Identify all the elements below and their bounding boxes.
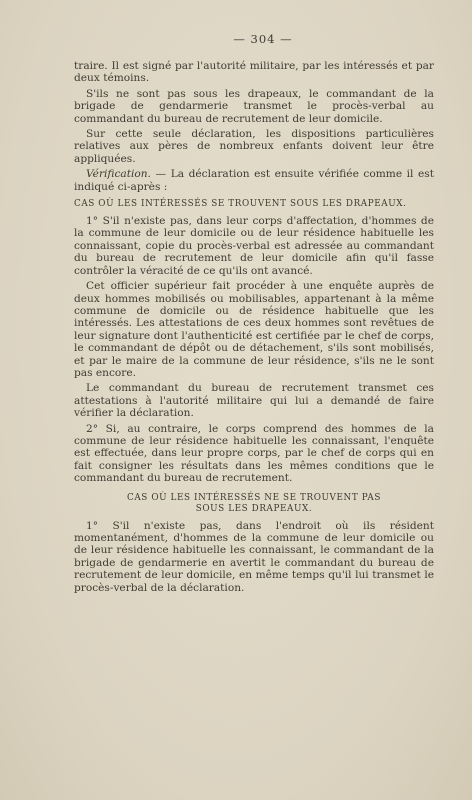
paragraph-case-2: 2° Si, au contraire, le corps comprend des hommes de la commune de leur résidence habituelle les connaissant, l'enquête est effectuée, dans leur propre corps, par le chef de corps qui en fait consigner les résultats dans les mêmes conditions que le commandant du bureau de recrutement. <box>74 422 434 485</box>
paragraph-attestations-transmit: Le commandant du bureau de recrutement transmet ces attestations à l'autorité militaire qui lui a demandé de faire vérifier la déclaration. <box>74 382 434 420</box>
paragraph-continuation: traire. Il est signé par l'autorité militaire, par les intéressés et par deux témoins. <box>74 60 434 85</box>
section-heading-not-under-flags <box>74 493 434 516</box>
section-heading-line-1: CAS OÙ LES INTÉRESSÉS NE SE TROUVENT PAS <box>127 492 381 503</box>
paragraph-officer-inquiry: Cet officier supérieur fait procéder à une enquête auprès de deux hommes mobilisés ou mobilisables, appartenant à la même commune de domicile ou de résidence habituelle que les intéressés. Les attestations de ces deux hommes sont revêtues de leur signature dont l'authenticité est certifiée par le chef de corps, le commandant de dépôt ou de détachement, s'ils sont mobilisés, et par le maire de la commune de leur résidence, s'ils ne le sont pas encore. <box>74 280 434 379</box>
section-heading-under-flags: CAS OÙ LES INTÉRESSÉS SE TROUVENT SOUS LES DRAPEAUX. <box>74 199 407 210</box>
page-number: — 304 — <box>233 32 293 46</box>
verification-label: Vérification. <box>86 168 151 181</box>
paragraph-case-1-civil: 1° S'il n'existe pas, dans l'endroit où ils résident momentanément, d'hommes de la commune de leur domicile ou de leur résidence habituelle les connaissant, le commandant de la brigade de gendarmerie en avertit le commandant du bureau de recrutement de leur domicile, en même temps qu'il lui transmet le procès-verbal de la déclaration. <box>74 519 434 594</box>
paragraph-verification <box>74 168 434 193</box>
paragraph-not-under-flags: S'ils ne sont pas sous les drapeaux, le commandant de la brigade de gendarmerie transmet le procès-verbal au commandant du bureau de recrutement de leur domicile. <box>74 87 434 125</box>
paragraph-case-1: 1° S'il n'existe pas, dans leur corps d'affectation, d'hommes de la commune de leur domicile ou de leur résidence habituelle les connaissant, copie du procès-verbal est adressée au commandant du bureau de recrutement de leur domicile afin qu'il fasse contrôler la véracité de ce qu'ils ont avancé. <box>74 215 434 277</box>
verification-text: — La déclaration est ensuite vérifiée comme il est indiqué ci-après : <box>74 168 434 193</box>
section-heading-line-2: SOUS LES DRAPEAUX. <box>195 504 313 515</box>
paragraph-declaration-provisions: Sur cette seule déclaration, les dispositions particulières relatives aux pères de nombreux enfants doivent leur être appliquées. <box>74 128 434 165</box>
